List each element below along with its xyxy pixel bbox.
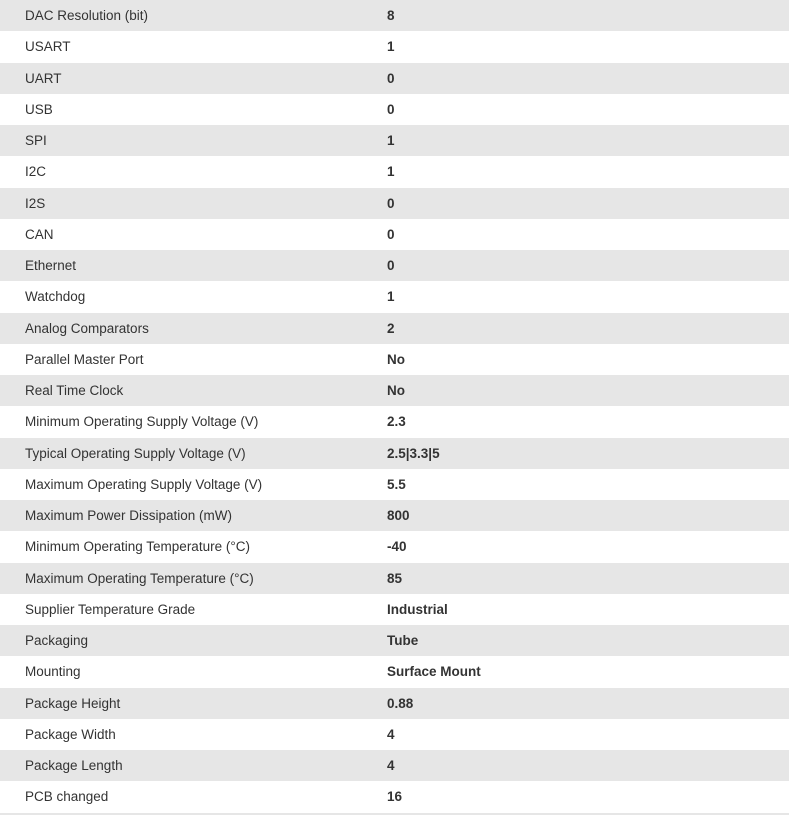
spec-value: No	[387, 375, 789, 406]
spec-label: DAC Resolution (bit)	[0, 0, 387, 31]
spec-value: 2.3	[387, 406, 789, 437]
spec-label: Minimum Operating Temperature (°C)	[0, 531, 387, 562]
spec-row	[0, 406, 789, 437]
spec-row	[0, 313, 789, 344]
spec-row	[0, 469, 789, 500]
spec-row	[0, 125, 789, 156]
spec-row	[0, 750, 789, 781]
spec-value: 1	[387, 156, 789, 187]
spec-label: UART	[0, 63, 387, 94]
spec-row	[0, 563, 789, 594]
spec-label: Watchdog	[0, 281, 387, 312]
spec-label: Typical Operating Supply Voltage (V)	[0, 438, 387, 469]
spec-row	[0, 656, 789, 687]
spec-row	[0, 375, 789, 406]
spec-value: 1	[387, 31, 789, 62]
spec-value: 85	[387, 563, 789, 594]
spec-label: Packaging	[0, 625, 387, 656]
spec-row	[0, 500, 789, 531]
spec-row	[0, 438, 789, 469]
spec-row	[0, 688, 789, 719]
spec-label: Minimum Operating Supply Voltage (V)	[0, 406, 387, 437]
spec-label: Maximum Operating Temperature (°C)	[0, 563, 387, 594]
spec-label: Maximum Power Dissipation (mW)	[0, 500, 387, 531]
spec-row	[0, 94, 789, 125]
spec-label: Real Time Clock	[0, 375, 387, 406]
spec-label: PCB changed	[0, 781, 387, 812]
spec-label: Parallel Master Port	[0, 344, 387, 375]
spec-value: 4	[387, 719, 789, 750]
spec-label: USB	[0, 94, 387, 125]
spec-value: 1	[387, 281, 789, 312]
spec-label: CAN	[0, 219, 387, 250]
spec-row	[0, 531, 789, 562]
spec-value: 0	[387, 63, 789, 94]
spec-row	[0, 625, 789, 656]
spec-value: 4	[387, 750, 789, 781]
spec-value: 0	[387, 219, 789, 250]
spec-row	[0, 250, 789, 281]
spec-row	[0, 281, 789, 312]
spec-row	[0, 344, 789, 375]
spec-value: 1	[387, 125, 789, 156]
spec-value: Tube	[387, 625, 789, 656]
spec-value: No	[387, 344, 789, 375]
spec-value: 0.88	[387, 688, 789, 719]
spec-value: 0	[387, 188, 789, 219]
spec-label: I2C	[0, 156, 387, 187]
spec-row	[0, 188, 789, 219]
spec-value: 16	[387, 781, 789, 812]
spec-row	[0, 63, 789, 94]
spec-value: -40	[387, 531, 789, 562]
spec-value: 800	[387, 500, 789, 531]
spec-value: 8	[387, 0, 789, 31]
spec-value: Surface Mount	[387, 656, 789, 687]
spec-row	[0, 219, 789, 250]
spec-value: 0	[387, 250, 789, 281]
spec-row	[0, 0, 789, 31]
spec-row	[0, 594, 789, 625]
spec-row	[0, 31, 789, 62]
spec-value: 0	[387, 94, 789, 125]
spec-row	[0, 156, 789, 187]
spec-label: Package Width	[0, 719, 387, 750]
spec-label: SPI	[0, 125, 387, 156]
spec-label: Ethernet	[0, 250, 387, 281]
spec-label: I2S	[0, 188, 387, 219]
spec-label: Package Length	[0, 750, 387, 781]
spec-label: Maximum Operating Supply Voltage (V)	[0, 469, 387, 500]
spec-row	[0, 719, 789, 750]
spec-value: 2	[387, 313, 789, 344]
spec-label: Package Height	[0, 688, 387, 719]
spec-value: 5.5	[387, 469, 789, 500]
spec-row	[0, 781, 789, 812]
spec-label: USART	[0, 31, 387, 62]
spec-label: Analog Comparators	[0, 313, 387, 344]
spec-label: Mounting	[0, 656, 387, 687]
spec-value: Industrial	[387, 594, 789, 625]
spec-value: 2.5|3.3|5	[387, 438, 789, 469]
spec-label: Supplier Temperature Grade	[0, 594, 387, 625]
